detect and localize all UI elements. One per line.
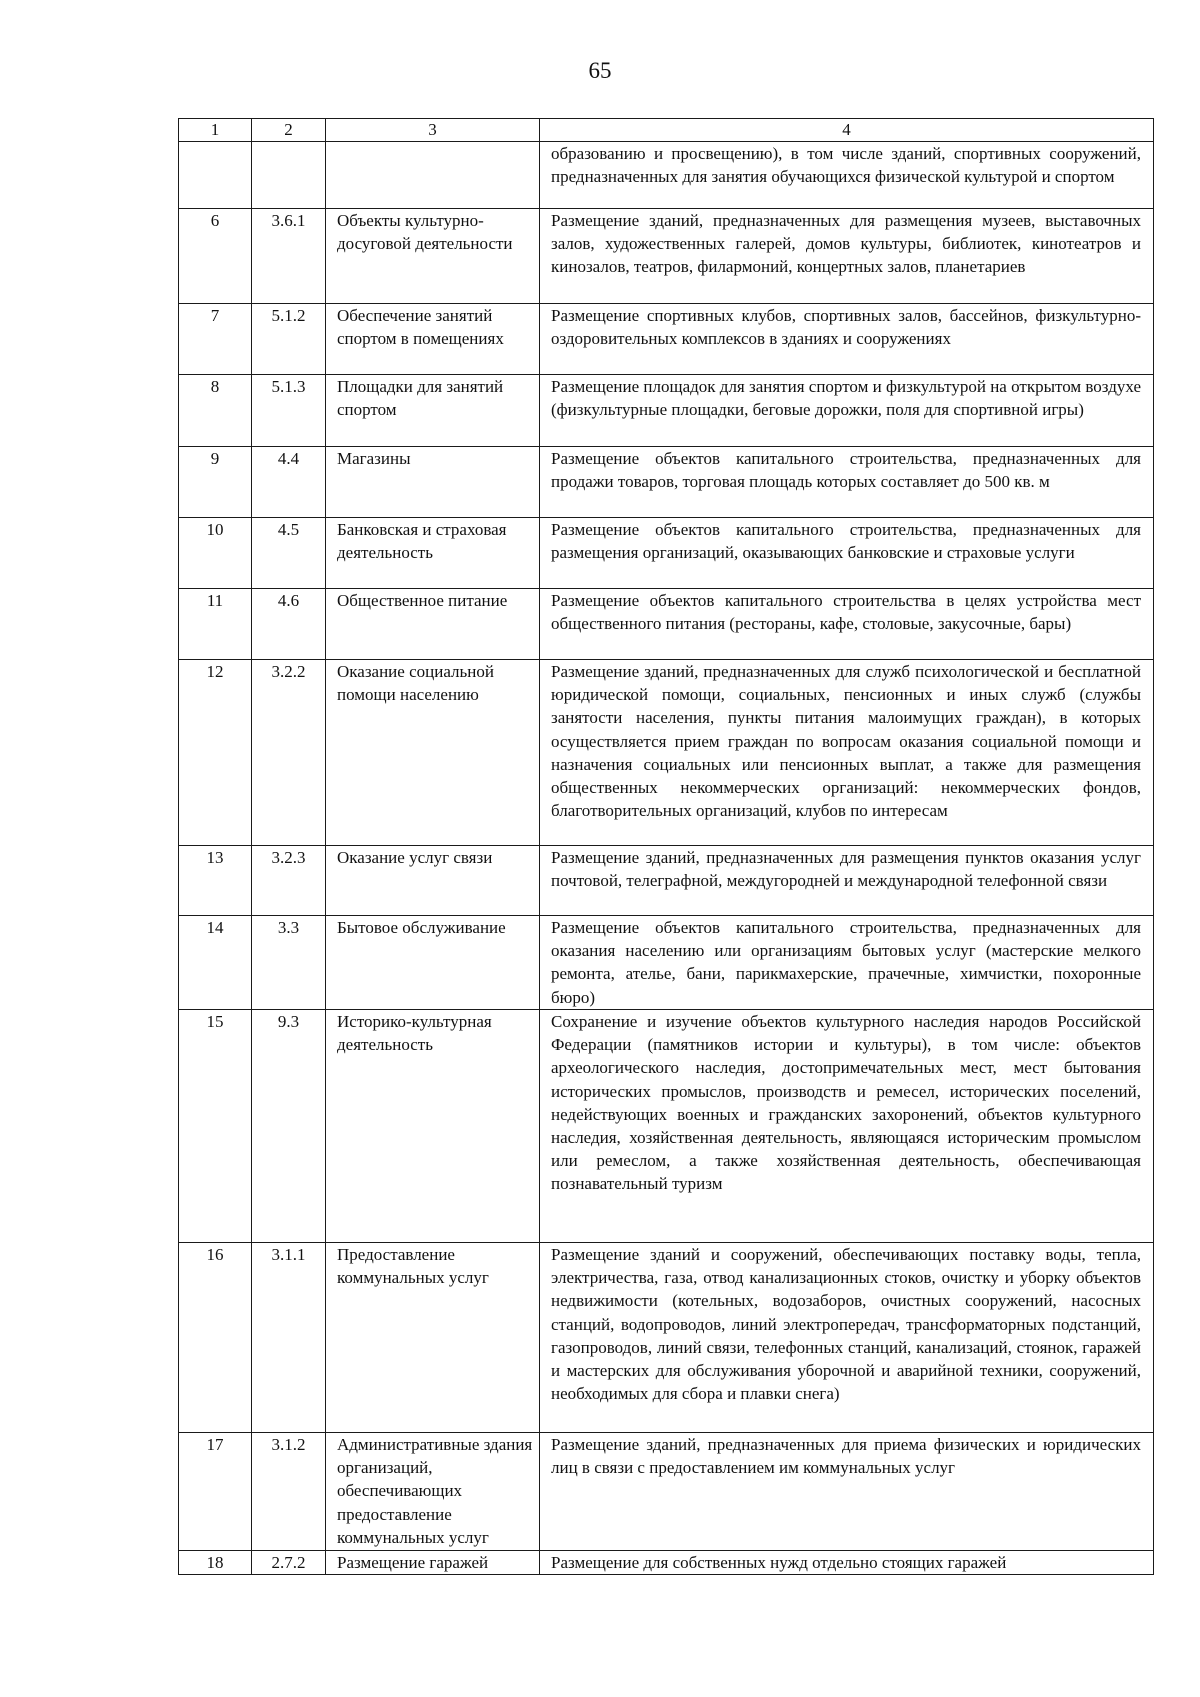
row-name: Бытовое обслуживание bbox=[326, 916, 540, 1010]
row-name: Историко-культурная деятельность bbox=[326, 1010, 540, 1243]
row-number: 7 bbox=[179, 304, 252, 375]
row-description: Размещение для собственных нужд отдельно стоящих гаражей bbox=[540, 1551, 1154, 1575]
row-number bbox=[179, 142, 252, 209]
table-row bbox=[179, 447, 1154, 518]
row-code bbox=[252, 142, 326, 209]
row-description: Размещение зданий, предназначенных для служб психологической и бесплатной юридической помощи, социальных, пенсионных и иных служб (службы занятости населения, пункты питания малоимущих граждан), в которых осуществляется прием граждан по вопросам оказания социальной помощи и назначения социальных или пенсионных выплат, а также для размещения общественных некоммерческих организаций: некоммерческих фондов, благотворительных организаций, клубов по интересам bbox=[540, 660, 1154, 846]
row-number: 9 bbox=[179, 447, 252, 518]
row-description: Размещение объектов капитального строительства, предназначенных для оказания населению или организациям бытовых услуг (мастерские мелкого ремонта, ателье, бани, парикмахерские, прачечные, химчистки, похоронные бюро) bbox=[540, 916, 1154, 1010]
row-name: Оказание социальной помощи населению bbox=[326, 660, 540, 846]
row-code: 9.3 bbox=[252, 1010, 326, 1243]
row-name bbox=[326, 142, 540, 209]
row-description: Размещение зданий, предназначенных для приема физических и юридических лиц в связи с предоставлением им коммунальных услуг bbox=[540, 1433, 1154, 1551]
row-description: Размещение площадок для занятия спортом и физкультурой на открытом воздухе (физкультурные площадки, беговые дорожки, поля для спортивной игры) bbox=[540, 375, 1154, 447]
row-number: 17 bbox=[179, 1433, 252, 1551]
row-number: 18 bbox=[179, 1551, 252, 1575]
row-description: Сохранение и изучение объектов культурного наследия народов Российской Федерации (памятников истории и культуры), в том числе: объектов археологического наследия, достопримечательных мест, мест бытования исторических промыслов, производств и ремесел, исторических поселений, недействующих военных и гражданских захоронений, объектов культурного наследия, хозяйственная деятельность, являющаяся историческим промыслом или ремеслом, а также хозяйственная деятельность, обеспечивающая познавательный туризм bbox=[540, 1010, 1154, 1243]
page-number: 65 bbox=[588, 58, 612, 83]
table-row bbox=[179, 1010, 1154, 1243]
table-row bbox=[179, 375, 1154, 447]
row-name: Оказание услуг связи bbox=[326, 846, 540, 916]
row-number: 15 bbox=[179, 1010, 252, 1243]
row-name: Общественное питание bbox=[326, 589, 540, 660]
table-row bbox=[179, 209, 1154, 304]
table-row bbox=[179, 589, 1154, 660]
row-description: Размещение зданий и сооружений, обеспечивающих поставку воды, тепла, электричества, газа, отвод канализационных стоков, очистку и уборку объектов недвижимости (котельных, водозаборов, очистных сооружений, насосных станций, водопроводов, линий электропередач, трансформаторных подстанций, газопроводов, линий связи, телефонных станций, канализаций, стоянок, гаражей и мастерских для обслуживания уборочной и аварийной техники, сооружений, необходимых для сбора и плавки снега) bbox=[540, 1243, 1154, 1433]
header-col-4: 4 bbox=[540, 119, 1154, 142]
row-code: 3.2.2 bbox=[252, 660, 326, 846]
table-row bbox=[179, 518, 1154, 589]
header-col-3: 3 bbox=[326, 119, 540, 142]
row-name: Предоставление коммунальных услуг bbox=[326, 1243, 540, 1433]
table-row bbox=[179, 846, 1154, 916]
table-row bbox=[179, 1551, 1154, 1575]
row-name: Обеспечение занятий спортом в помещениях bbox=[326, 304, 540, 375]
header-col-1: 1 bbox=[179, 119, 252, 142]
row-name: Банковская и страховая деятельность bbox=[326, 518, 540, 589]
row-name: Объекты культурно-досуговой деятельности bbox=[326, 209, 540, 304]
table-row bbox=[179, 304, 1154, 375]
table-header-row bbox=[179, 119, 1154, 142]
row-number: 8 bbox=[179, 375, 252, 447]
row-code: 3.3 bbox=[252, 916, 326, 1010]
row-number: 12 bbox=[179, 660, 252, 846]
row-name: Площадки для занятий спортом bbox=[326, 375, 540, 447]
table-row bbox=[179, 1433, 1154, 1551]
row-code: 3.6.1 bbox=[252, 209, 326, 304]
row-description: Размещение спортивных клубов, спортивных залов, бассейнов, физкультурно-оздоровительных комплексов в зданиях и сооружениях bbox=[540, 304, 1154, 375]
table-row bbox=[179, 660, 1154, 846]
row-code: 3.1.2 bbox=[252, 1433, 326, 1551]
row-code: 3.1.1 bbox=[252, 1243, 326, 1433]
row-description: Размещение объектов капитального строительства в целях устройства мест общественного питания (рестораны, кафе, столовые, закусочные, бары) bbox=[540, 589, 1154, 660]
row-code: 5.1.3 bbox=[252, 375, 326, 447]
row-number: 11 bbox=[179, 589, 252, 660]
row-name: Административные здания организаций, обеспечивающих предоставление коммунальных услуг bbox=[326, 1433, 540, 1551]
table-row bbox=[179, 916, 1154, 1010]
row-code: 3.2.3 bbox=[252, 846, 326, 916]
row-code: 2.7.2 bbox=[252, 1551, 326, 1575]
table-row bbox=[179, 1243, 1154, 1433]
row-number: 14 bbox=[179, 916, 252, 1010]
row-description: Размещение объектов капитального строительства, предназначенных для размещения организаций, оказывающих банковские и страховые услуги bbox=[540, 518, 1154, 589]
header-col-2: 2 bbox=[252, 119, 326, 142]
row-number: 13 bbox=[179, 846, 252, 916]
row-code: 4.6 bbox=[252, 589, 326, 660]
row-description: Размещение объектов капитального строительства, предназначенных для продажи товаров, торговая площадь которых составляет до 500 кв. м bbox=[540, 447, 1154, 518]
row-name: Размещение гаражей bbox=[326, 1551, 540, 1575]
row-description: образованию и просвещению), в том числе зданий, спортивных сооружений, предназначенных для занятия обучающихся физической культурой и спортом bbox=[540, 142, 1154, 209]
row-number: 16 bbox=[179, 1243, 252, 1433]
row-code: 4.5 bbox=[252, 518, 326, 589]
row-description: Размещение зданий, предназначенных для размещения музеев, выставочных залов, художественных галерей, домов культуры, библиотек, кинотеатров и кинозалов, театров, филармоний, концертных залов, планетариев bbox=[540, 209, 1154, 304]
row-number: 10 bbox=[179, 518, 252, 589]
table-row bbox=[179, 142, 1154, 209]
row-code: 5.1.2 bbox=[252, 304, 326, 375]
row-number: 6 bbox=[179, 209, 252, 304]
row-name: Магазины bbox=[326, 447, 540, 518]
row-description: Размещение зданий, предназначенных для размещения пунктов оказания услуг почтовой, телеграфной, междугородней и международной телефонной связи bbox=[540, 846, 1154, 916]
land-use-table bbox=[178, 118, 1154, 1575]
row-code: 4.4 bbox=[252, 447, 326, 518]
